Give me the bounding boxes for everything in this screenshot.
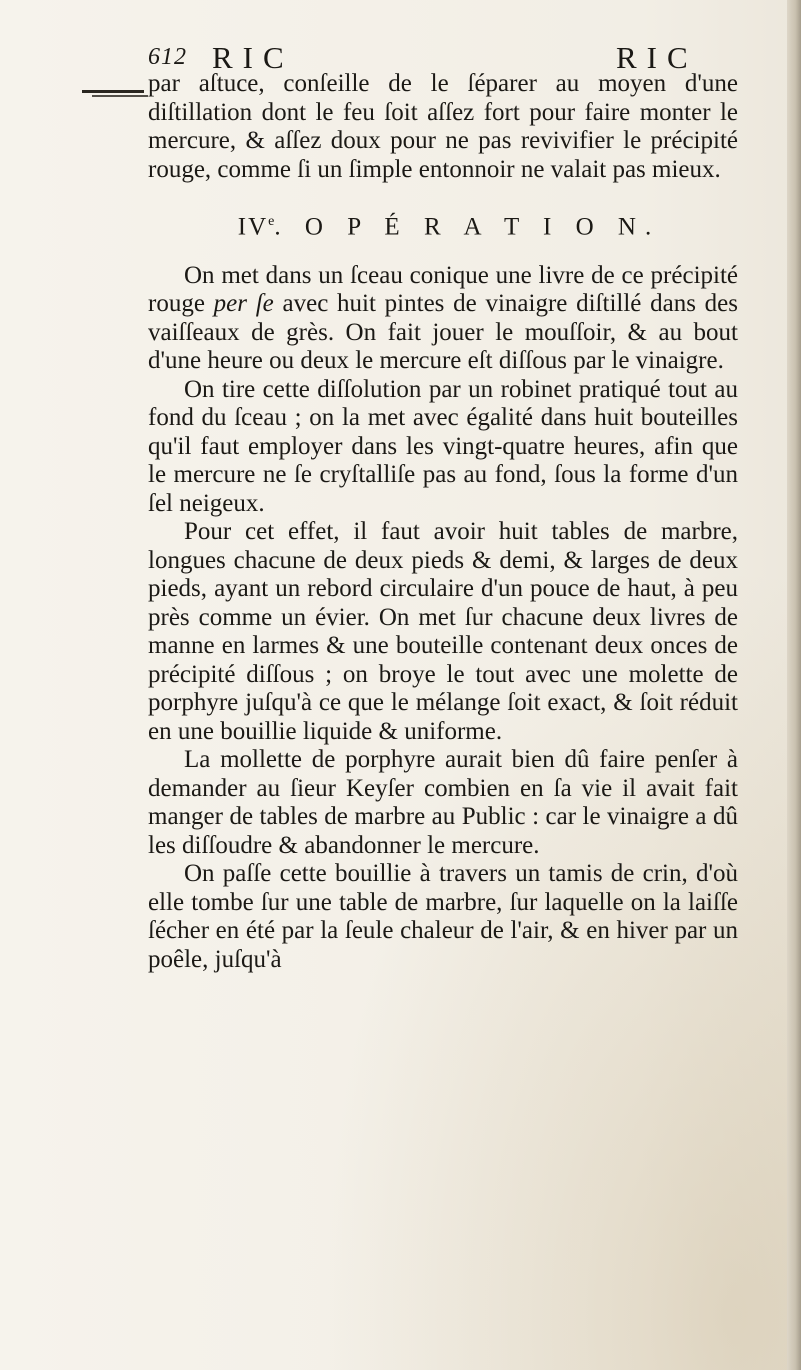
- section-title: . O P É R A T I O N.: [274, 213, 661, 241]
- page-number: 612: [148, 44, 187, 70]
- section-number-sup: e: [268, 214, 275, 229]
- paragraph-1-part-b: avec huit pintes de vinaigre diſtillé dans des vaiſſeaux de grès. On fait jouer le mouſſoir, & au bout d'une heure ou deux le mercure eſt diſſous par le vinaigre.: [148, 290, 739, 375]
- running-head-right: RIC: [616, 40, 698, 75]
- paragraph-4: La mollette de porphyre aurait bien dû faire penſer à demander au ſieur Keyſer combien en ſa vie il avait fait manger de tables de marbre au Public : car le vinaigre a dû les diſſoudre & abandonner le mercure.: [148, 746, 738, 859]
- paragraph-1-part-a: On met dans un ſceau conique une livre de ce précipité rouge: [148, 261, 738, 318]
- section-heading: [148, 208, 738, 242]
- section-number: IV: [237, 213, 269, 241]
- paragraph-1: [148, 262, 738, 376]
- body-text: [148, 70, 738, 974]
- paragraph-1-italic: per ſe: [213, 290, 274, 318]
- paragraph-5: On paſſe cette bouillie à travers un tamis de crin, d'où elle tombe ſur une table de marbre, ſur laquelle on la laiſſe ſécher en été par la ſeule chaleur de l'air, & en hiver par un poêle, juſqu'à: [148, 860, 738, 973]
- paragraph-2: On tire cette diſſolution par un robinet pratiqué tout au fond du ſceau ; on la met avec égalité dans huit bouteilles qu'il faut employer dans les vingt-quatre heures, afin que le mercure ne ſe cryſtalliſe pas au fond, ſous la forme d'un ſel neigeux.: [148, 375, 738, 517]
- paragraph-intro: par aſtuce, conſeille de le ſéparer au moyen d'une diſtillation dont le feu ſoit aſſez fort pour faire monter le mercure, & aſſez doux pour ne pas revivifier le précipité rouge, comme ſi un ſimple entonnoir ne valait pas mieux.: [148, 70, 738, 183]
- margin-ornament-icon: [82, 86, 150, 100]
- paragraph-3: Pour cet effet, il faut avoir huit tables de marbre, longues chacune de deux pieds & demi, & larges de deux pieds, ayant un rebord circulaire d'un pouce de haut, à peu près comme un évier. On met ſur chacune deux livres de manne en larmes & une bouteille contenant deux onces de précipité diſſous ; on broye le tout avec une molette de porphyre juſqu'à ce que le mélange ſoit exact, & ſoit réduit en une bouillie liquide & uniforme.: [148, 518, 738, 745]
- running-head-left: RIC: [212, 40, 294, 75]
- page-edge-shadow: [787, 0, 801, 1370]
